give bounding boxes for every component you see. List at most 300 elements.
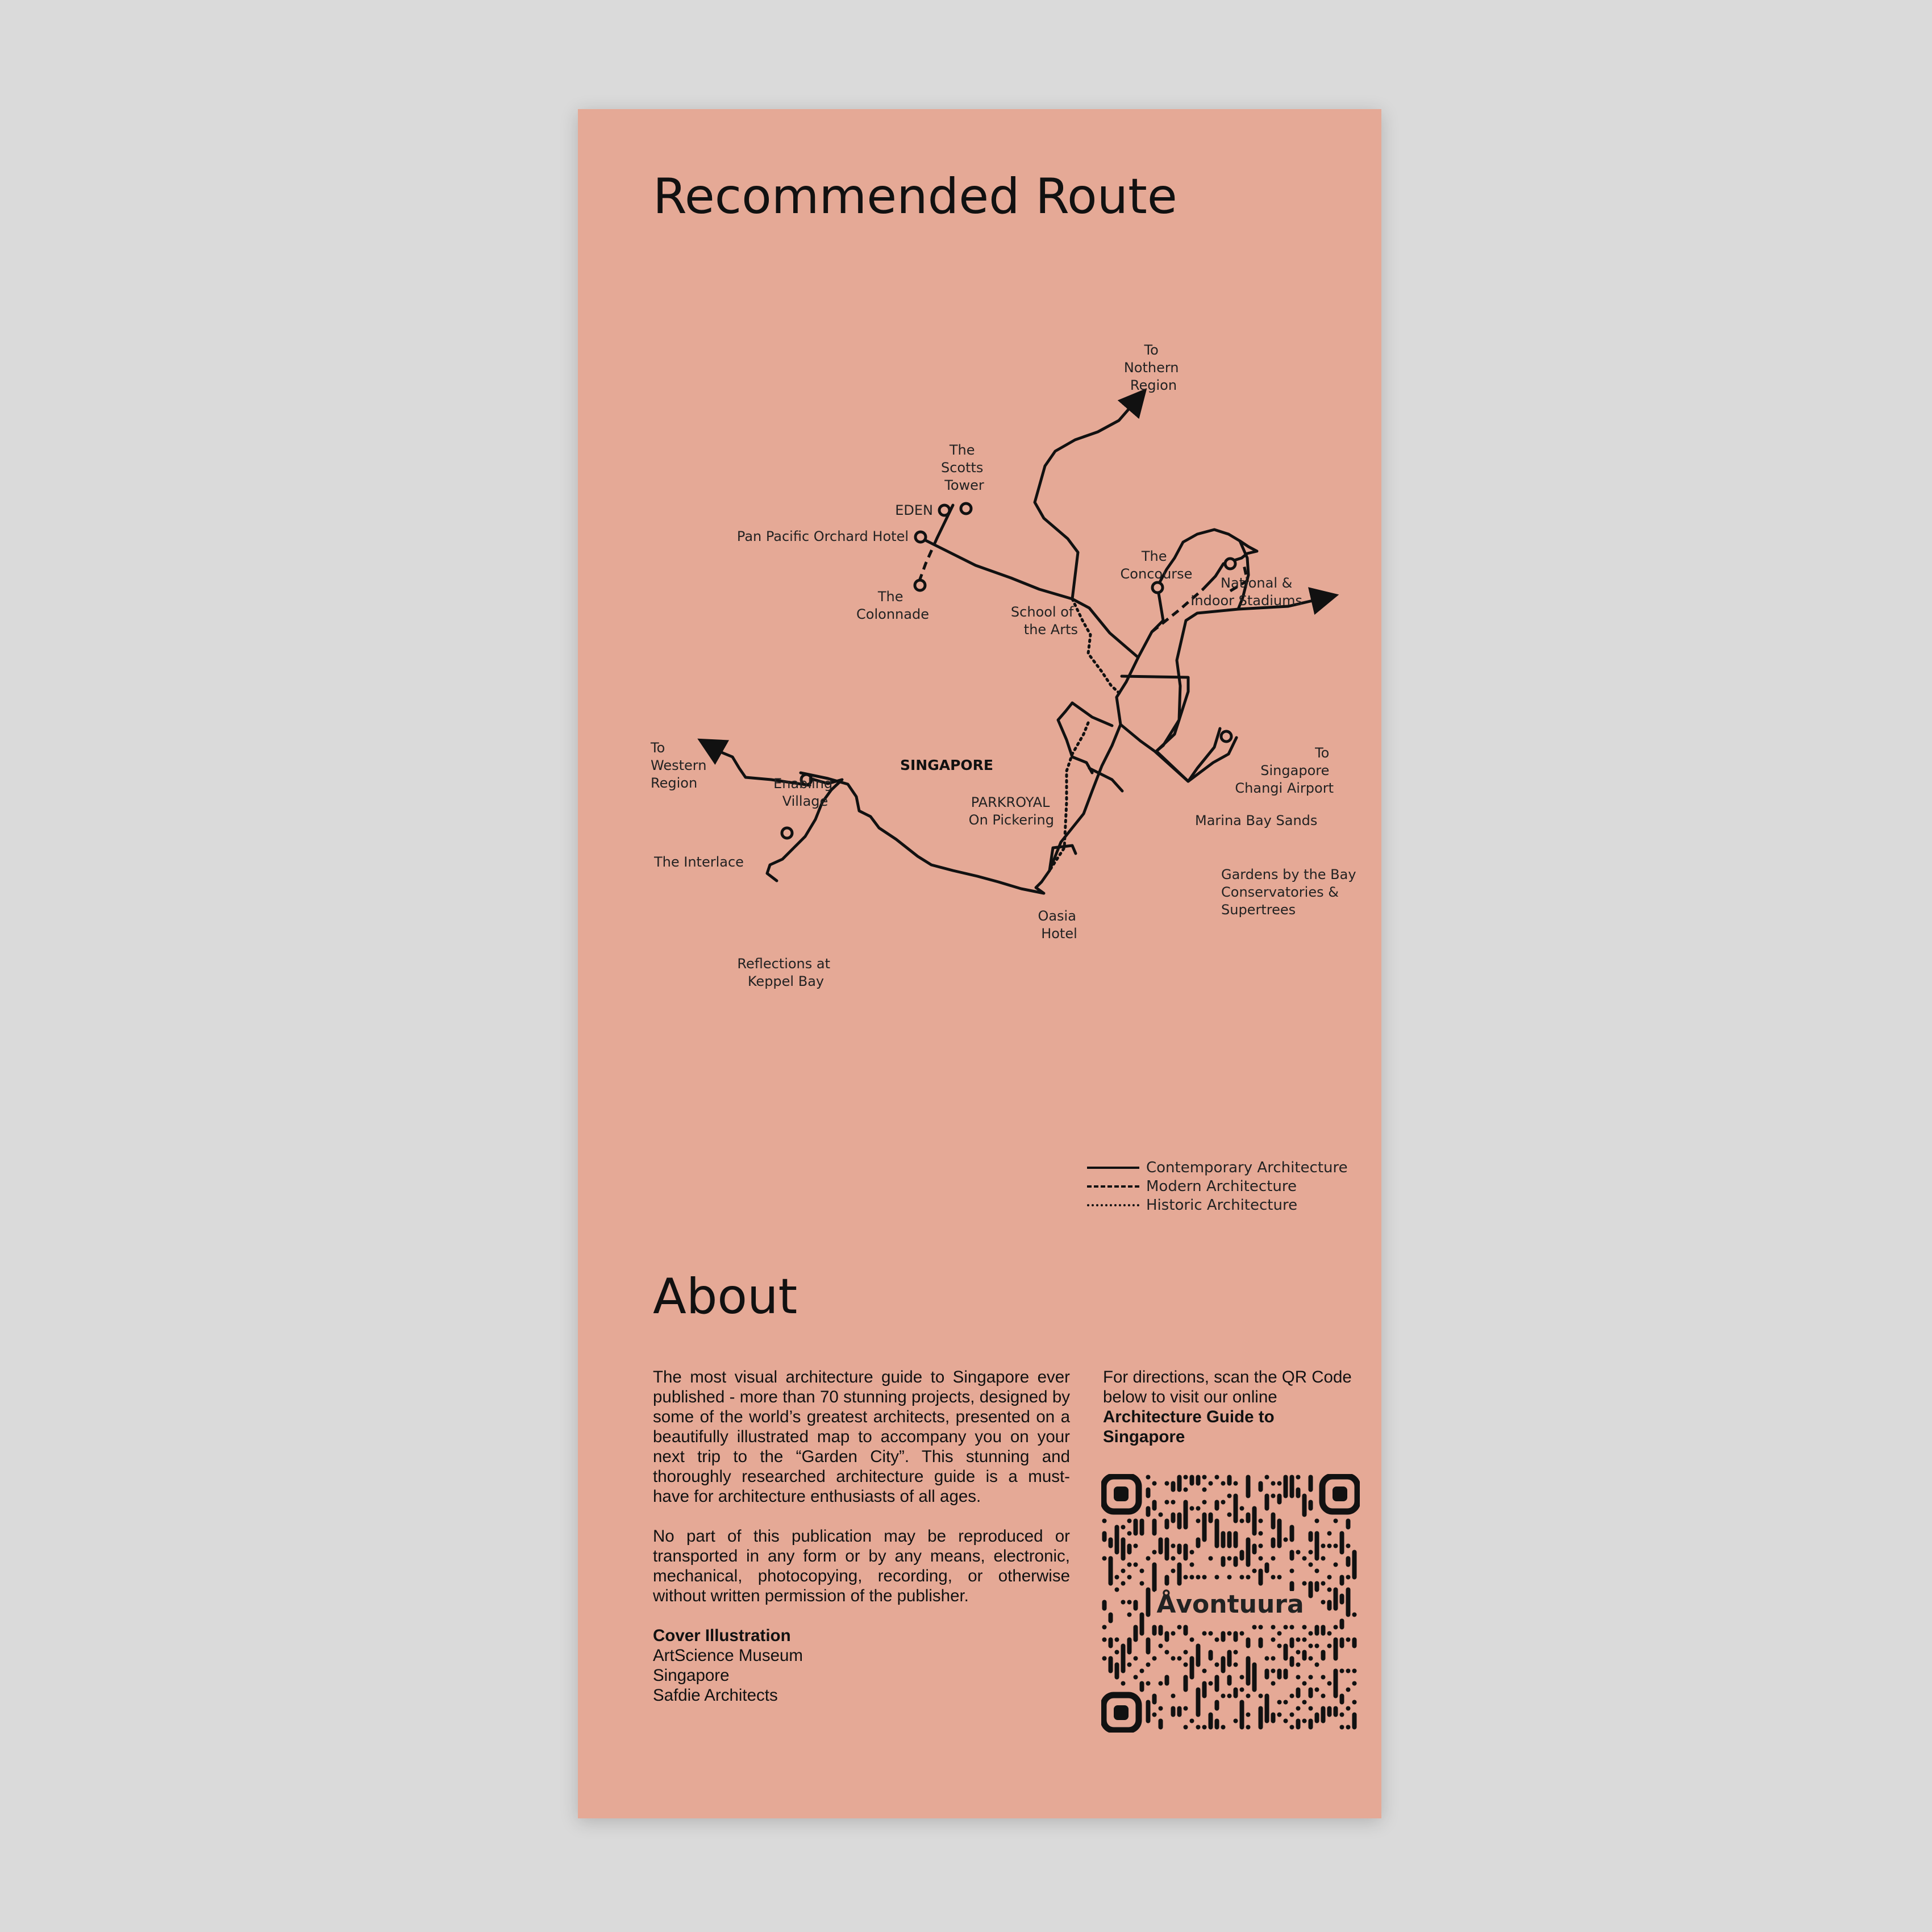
legend-item-contemporary [1087,1158,1348,1177]
qr-module [1184,1488,1188,1492]
qr-module [1152,1481,1157,1486]
qr-module [1227,1694,1232,1698]
qr-module [1346,1556,1351,1567]
qr-module [1209,1681,1213,1686]
qr-module [1102,1600,1107,1611]
qr-module [1296,1488,1301,1498]
qr-module [1202,1475,1207,1480]
qr-module [1302,1650,1307,1661]
qr-module [1234,1531,1238,1548]
qr-finder-top-left [1104,1476,1139,1512]
qr-module [1352,1700,1357,1705]
qr-module [1284,1700,1288,1705]
qr-module [1290,1725,1294,1730]
qr-module [1246,1694,1251,1698]
label-to-northern: To Nothern Region [1123,342,1179,393]
qr-module [1309,1531,1313,1542]
qr-module [1177,1656,1182,1661]
qr-module [1134,1675,1138,1680]
qr-module [1152,1625,1157,1636]
label-pan-pacific: Pan Pacific Orchard Hotel [736,528,909,544]
qr-module [1252,1663,1257,1692]
qr-module [1277,1575,1282,1580]
qr-module [1202,1488,1207,1492]
qr-module [1134,1625,1138,1642]
qr-module [1146,1475,1151,1480]
qr-module [1309,1644,1313,1648]
qr-module [1321,1600,1326,1605]
qr-module [1321,1675,1326,1680]
qr-module [1102,1638,1107,1642]
qr-module [1159,1625,1163,1636]
qr-module [1221,1531,1226,1548]
qr-module [1121,1538,1126,1561]
qr-module [1134,1519,1138,1536]
qr-module [1121,1644,1126,1673]
qr-module [1227,1494,1232,1498]
qr-module [1296,1475,1301,1480]
map-legend [1087,1158,1348,1214]
qr-module [1327,1531,1332,1536]
qr-module [1334,1706,1338,1717]
qr-module [1327,1644,1332,1648]
qr-module [1321,1650,1326,1661]
qr-module [1152,1563,1157,1592]
qr-brand-logo: Åvontuura [1156,1590,1304,1619]
credits-heading: Cover Illustration [653,1626,791,1645]
qr-module [1277,1494,1282,1505]
qr-module [1290,1569,1294,1573]
label-scotts: The Scotts Tower [940,442,984,493]
qr-module [1209,1713,1213,1730]
qr-module [1165,1538,1169,1561]
qr-module [1309,1675,1313,1680]
qr-module [1227,1650,1232,1667]
qr-module [1340,1713,1344,1717]
qr-module [1302,1638,1307,1642]
qr-module [1246,1638,1251,1648]
qr-module [1271,1513,1276,1530]
qr-module [1115,1663,1119,1680]
qr-module [1246,1656,1251,1686]
qr-module [1115,1575,1119,1580]
qr-module [1259,1531,1263,1536]
qr-module [1177,1706,1182,1717]
qr-module [1190,1550,1194,1555]
legend-label: Contemporary Architecture [1146,1159,1348,1176]
qr-module [1146,1700,1151,1723]
qr-module [1152,1656,1157,1661]
qr-module [1240,1675,1244,1680]
qr-module [1240,1550,1244,1561]
qr-module [1140,1613,1144,1636]
qr-module [1127,1544,1132,1555]
qr-module [1227,1513,1232,1517]
route-orchard [919,537,1138,657]
stop-pan-pacific[interactable] [915,532,926,542]
qr-module [1234,1650,1238,1655]
qr-module [1284,1538,1288,1542]
qr-module [1127,1600,1132,1605]
qr-module [1240,1519,1244,1523]
qr-module [1340,1619,1344,1630]
qr-module [1215,1663,1219,1667]
qr-module [1165,1675,1169,1686]
qr-module [1140,1669,1144,1673]
qr-module [1159,1719,1163,1730]
guide-link-text[interactable]: Architecture Guide to Singapore [1103,1408,1275,1446]
qr-module [1171,1694,1176,1698]
credits-line: Singapore [653,1666,730,1685]
qr-module [1290,1656,1294,1667]
copyright-paragraph: No part of this publication may be reproduced or transported in any form or by any means, electronic, mechanical, photocopying, recording, or otherwise without written permission of the publisher. [653,1527,1070,1605]
qr-module [1127,1638,1132,1655]
qr-module [1327,1575,1332,1580]
qr-module [1102,1656,1107,1661]
qr-module [1296,1550,1301,1555]
label-reflections: Reflections at Keppel Bay [737,956,831,989]
qr-module [1259,1569,1263,1586]
qr-module [1190,1475,1194,1486]
qr-module [1309,1688,1313,1698]
qr-module [1259,1556,1263,1561]
stop-reflections[interactable] [782,828,792,838]
qr-module [1271,1638,1276,1642]
route-downtown [1050,724,1121,871]
qr-module [1302,1625,1307,1630]
qr-module [1215,1675,1219,1692]
qr-module [1265,1475,1269,1480]
stop-eden[interactable] [939,505,950,515]
qr-module [1334,1638,1338,1661]
qr-module [1246,1513,1251,1523]
legend-label: Historic Architecture [1146,1196,1298,1214]
qr-module [1259,1706,1263,1730]
qr-module [1171,1631,1176,1636]
qr-module [1115,1525,1119,1555]
qr-module [1290,1475,1294,1498]
route-gardens [1188,738,1236,781]
qr-module [1290,1713,1294,1717]
qr-module [1246,1575,1251,1580]
qr-module [1290,1525,1294,1542]
qr-module [1271,1575,1276,1580]
qr-module [1352,1638,1357,1648]
qr-module [1271,1669,1276,1673]
qr-module [1146,1681,1151,1686]
qr-module [1271,1494,1276,1498]
qr-module [1340,1575,1344,1586]
qr-module [1240,1688,1244,1692]
qr-module [1215,1575,1219,1580]
label-to-changi: To Singapore Changi Airport [1235,745,1334,796]
qr-module [1171,1513,1176,1523]
qr-module [1177,1475,1182,1492]
qr-module [1334,1544,1338,1548]
stop-national[interactable] [1225,559,1235,569]
qr-module [1115,1650,1119,1655]
qr-module [1171,1706,1176,1717]
qr-module [1221,1656,1226,1673]
qr-module [1234,1663,1238,1667]
qr-module [1190,1656,1194,1680]
qr-module [1234,1494,1238,1523]
qr-module [1346,1669,1351,1673]
qr-module [1196,1538,1201,1548]
qr-module [1327,1681,1332,1686]
qr-module [1302,1681,1307,1686]
qr-module [1271,1481,1276,1486]
qr-module [1209,1556,1213,1561]
qr-module [1102,1531,1107,1542]
label-marina: Marina Bay Sands [1195,813,1318,828]
qr-module [1346,1706,1351,1711]
label-parkroyal: PARKROYAL On Pickering [968,794,1054,828]
qr-module [1327,1706,1332,1717]
qr-module [1165,1650,1169,1655]
qr-module [1159,1513,1163,1517]
qr-module [1121,1600,1126,1605]
qr-module [1234,1481,1238,1486]
qr-module [1209,1481,1213,1486]
qr-module [1234,1688,1238,1698]
route-central [1117,621,1188,781]
qr-module [1165,1500,1169,1505]
qr-module [1171,1481,1176,1492]
qr-module [1252,1625,1257,1630]
qr-module [1277,1644,1282,1648]
qr-module [1277,1713,1282,1717]
qr-module [1109,1556,1113,1586]
qr-module [1215,1700,1219,1711]
directions-text [1103,1367,1353,1447]
qr-module [1352,1681,1357,1686]
qr-module [1321,1625,1326,1636]
legend-label: Modern Architecture [1146,1177,1297,1195]
qr-module [1334,1669,1338,1698]
qr-module [1215,1500,1219,1511]
qr-module [1327,1631,1332,1636]
qr-module [1221,1481,1226,1486]
qr-module [1140,1519,1144,1536]
qr-module [1227,1556,1232,1561]
qr-module [1146,1663,1151,1667]
legend-item-historic [1087,1196,1348,1214]
qr-module [1340,1531,1344,1555]
qr-module [1334,1563,1338,1567]
qr-module [1196,1475,1201,1486]
qr-module [1315,1625,1319,1636]
qr-module [1202,1575,1207,1580]
qr-module [1259,1625,1263,1630]
qr-module [1259,1694,1263,1698]
qr-module [1240,1575,1244,1580]
qr-module [1271,1625,1276,1630]
route-south [801,773,1050,893]
qr-module [1309,1563,1313,1567]
qr-module [1234,1719,1238,1723]
directions-intro: For directions, scan the QR Code below to visit our online [1103,1368,1352,1406]
qr-module [1327,1600,1332,1611]
qr-module [1290,1694,1294,1698]
qr-module [1184,1475,1188,1480]
label-national: National & Indoor Stadiums [1190,575,1302,609]
label-singapore: SINGAPORE [900,757,994,773]
qr-module [1171,1569,1176,1573]
qr-module [1309,1706,1313,1711]
qr-module [1296,1675,1301,1680]
qr-module [1121,1569,1126,1573]
qr-module [1171,1500,1176,1505]
qr-module [1265,1694,1269,1723]
qr-module [1146,1638,1151,1655]
label-eden: EDEN [895,502,933,518]
qr-module [1202,1681,1207,1698]
qr-module [1184,1706,1188,1711]
qr-module [1184,1625,1188,1636]
qr-module [1352,1713,1357,1730]
qr-module [1346,1725,1351,1730]
qr-module [1215,1519,1219,1548]
qr-module [1252,1569,1257,1573]
qr-module [1177,1625,1182,1630]
qr-module [1352,1613,1357,1617]
qr-module [1240,1700,1244,1730]
stop-concourse[interactable] [1152,582,1163,593]
qr-module [1109,1656,1113,1673]
qr-module [1321,1581,1326,1586]
qr-module [1352,1669,1357,1673]
qr-module [1271,1681,1276,1686]
qr-module [1309,1550,1313,1555]
qr-module [1321,1556,1326,1561]
qr-module [1246,1475,1251,1498]
qr-module [1309,1475,1313,1492]
qr-module [1284,1719,1288,1723]
qr-module [1284,1644,1288,1661]
qr-module [1315,1519,1319,1523]
qr-module [1302,1556,1307,1561]
qr-module [1240,1631,1244,1636]
qr-module [1140,1569,1144,1573]
qr-module [1221,1556,1226,1567]
qr-module [1184,1663,1188,1667]
qr-module [1246,1713,1251,1717]
qr-module [1234,1556,1238,1567]
qr-module [1277,1481,1282,1486]
qr-module [1327,1588,1332,1592]
qr-module [1202,1669,1207,1673]
qr-module [1165,1631,1169,1642]
qr-module [1265,1656,1269,1661]
qr-module [1196,1644,1201,1667]
qr-module [1209,1631,1213,1636]
qr-module [1190,1719,1194,1723]
qr-module [1152,1713,1157,1717]
qr-module [1290,1550,1294,1561]
stop-colonnade[interactable] [915,580,925,590]
qr-module [1177,1544,1182,1555]
qr-module [1171,1556,1176,1561]
qr-module [1340,1694,1344,1705]
qr-module [1134,1656,1138,1661]
qr-finder-bottom-left [1104,1695,1139,1730]
qr-module [1284,1625,1288,1630]
stop-scotts[interactable] [961,503,971,514]
qr-module [1284,1669,1288,1680]
qr-module [1315,1581,1319,1592]
qr-module [1202,1725,1207,1730]
qr-module [1265,1563,1269,1573]
qr-module [1134,1563,1138,1567]
brochure-sheet [578,109,1381,1818]
qr-module [1309,1656,1313,1661]
qr-module [1184,1500,1188,1530]
qr-module [1296,1638,1301,1642]
route-historic-1 [1072,599,1121,694]
qr-module [1346,1519,1351,1530]
qr-module [1184,1650,1188,1655]
qr-module [1159,1681,1163,1686]
qr-module [1127,1663,1132,1667]
qr-module [1334,1625,1338,1630]
qr-module [1327,1544,1332,1548]
qr-module [1134,1544,1138,1548]
legend-item-modern [1087,1177,1348,1196]
qr-module [1302,1581,1307,1586]
route-title: Recommended Route [653,168,1177,225]
qr-module [1315,1644,1319,1648]
qr-module [1102,1556,1107,1561]
qr-module [1346,1638,1351,1642]
qr-module [1277,1669,1282,1680]
qr-module [1165,1481,1169,1486]
qr-code[interactable] [1101,1474,1360,1733]
qr-module [1109,1538,1113,1548]
qr-module [1346,1575,1351,1580]
credits-line: Safdie Architects [653,1686,778,1705]
qr-module [1196,1506,1201,1511]
qr-module [1259,1519,1263,1523]
qr-module [1296,1688,1301,1698]
qr-module [1127,1531,1132,1536]
qr-module [1177,1513,1182,1530]
qr-module [1127,1575,1132,1580]
qr-module [1215,1638,1219,1642]
qr-module [1159,1706,1163,1711]
label-enabling: Enabling Village [773,776,833,809]
qr-module [1302,1494,1307,1517]
qr-module [1340,1638,1344,1648]
qr-module [1196,1519,1201,1523]
qr-module [1202,1513,1207,1542]
cover-credits [653,1626,1070,1705]
qr-module [1227,1675,1232,1686]
qr-module [1221,1631,1226,1642]
qr-module [1221,1694,1226,1698]
qr-module [1277,1700,1282,1705]
label-concourse: The Concourse [1120,548,1193,582]
label-to-western: To Western Region [651,740,707,791]
qr-module [1227,1631,1232,1636]
qr-module [1227,1531,1232,1548]
stop-gardens[interactable] [1221,731,1231,742]
qr-module [1290,1638,1294,1648]
qr-module [1152,1500,1157,1511]
qr-module [1277,1631,1282,1636]
qr-module [1271,1656,1276,1661]
qr-module [1221,1725,1226,1730]
